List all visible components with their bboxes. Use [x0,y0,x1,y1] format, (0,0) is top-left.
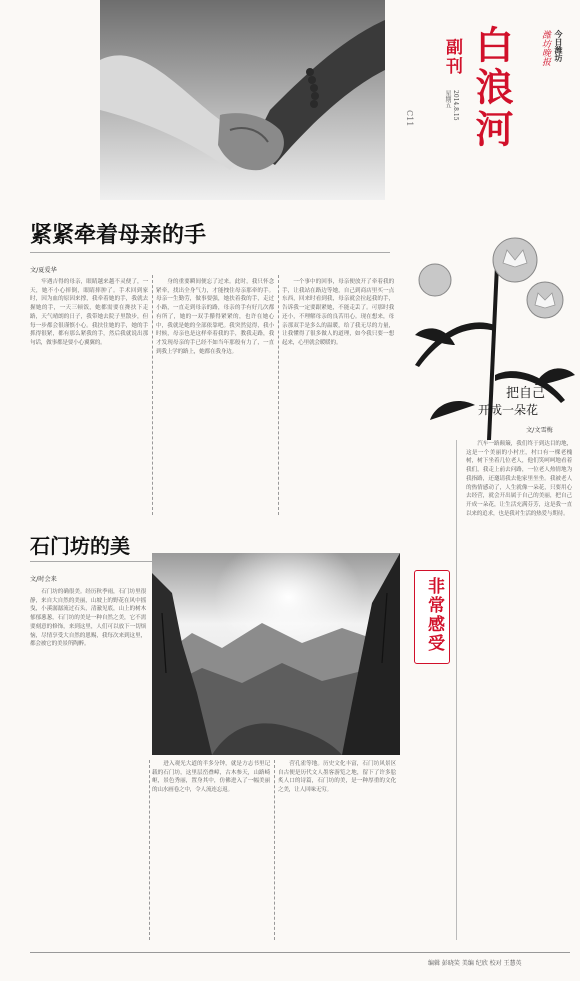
masthead-brand: 潍坊晚报 [540,30,550,66]
article1-col1: 牢遇吉得的母亲，眼睛越来越不灵便了，一天，她不小心摔倒，眼睛摔肿了。手术回到家时，因为血的原因来撑，我牵着她的手，我就去握她的手，一天三顿饭，她都需要在搀扶下走路，天气晴朗的日子，我带她去院子里散步，但每一步都会很谨慎小心。我扶住她的手，她的手抓得很紧，都有那么紧我的手，然后我就说出那句话，做事都是要小心翼翼的。 [30,279,148,346]
masthead [405,0,580,230]
masthead-date: 2014.8.15 [452,90,459,121]
article1-rule [30,252,390,253]
article3-byline: 文/文雪梅 [526,427,553,434]
masthead-tagline: 今日潍坊 [554,30,563,62]
article1-headline: 紧紧牵着母亲的手 [30,223,207,248]
column-divider [149,760,150,940]
column-divider [274,760,275,940]
mountain-photo [152,553,400,755]
feature-badge [414,570,450,664]
article1-col2: 身的重要瞬间便忘了过来。此时，我只怀念紧牵，找出全身气力，才能拽住母亲那牵的手。母亲一生勤劳，做事要强，她扶着我的手，走过小路，一直走到母亲的路，母亲的手有好几次都有所了，她的一双手攥得紧紧的，也许在她心中，我就是她的全部依靠吧。我突然觉得，我小时候，母亲也是这样牵着我的手，教我走路，我才发现母亲的手已经不如当年那般有力了，一直到我上学的路上，她都在我身边。 [156,279,274,355]
article2-headline: 石门坊的美 [30,534,130,558]
article3-headline-line2: 开成一朵花 [478,403,539,417]
article3-body: 汽车一路颠簸，我们终于到达目的地，这是一个美丽的小村庄，村口有一棵老槐树，树下坐着几位老人，他们笑呵呵地看着我们，我走上前去问路，一位老人热情地为我指路，还邀请我去他家里坐坐。我被老人的热情感动了，人生就像一朵花，只要用心去经营，就会开出属于自己的美丽，把自己开成一朵花，让生活充满芬芳，这是我一直以来的追求，也是我对生活的热爱与期待。 [466,441,572,517]
feature-badge-text: 非常感受 [424,577,444,653]
footer-rule [30,952,570,953]
masthead-weekday: 星期五 [444,90,451,108]
column-divider [456,440,457,940]
article3-headline-line1: 把自己 [506,386,546,401]
article2-byline: 文/时会来 [30,576,57,583]
article1-col3: 一个事中的回事，母亲便放开了牵着我的手，让我站在路边等她，自己到商店里买一点东西，回来时看到我，母亲就会拉起我的手，告诉我一定要跟紧她，不能走丢了。可那时我还小，不理解母亲的良苦用心。现在想来，母亲那双手是多么的温暖，给了我无尽的力量，让我懂得了很多做人的道理，如今我只要一想起来，心里就会暖暖的。 [282,279,394,346]
footer-credits: 编辑 彭晓笑 美编 纪欣 校对 王慧英 [428,960,522,967]
masthead-title: 白浪河 [469,25,514,151]
hands-photo [100,0,385,200]
article1-byline: 文/夏爱华 [30,267,57,274]
article2-col1: 石门坊的确很美。经历秋季雨，石门坊里很静，来自大自然的美丽，山坡上的野花在风中摇曳，小溪潺潺流过石头，清澈见底，山上的树木郁郁葱葱，石门坊的美是一种自然之美，它不需要刻意的修饰，来到这里，人们可以放下一切烦恼，尽情享受大自然的恩赐，我每次来到这里，都会被它的美景所陶醉。 [30,589,146,648]
masthead-section: 副刊 [442,38,462,76]
column-divider [152,275,153,515]
masthead-page: C11 [405,110,414,127]
column-divider [278,275,279,515]
article2-col2: 进入观光大道的半多分钟，就是方志书里记载的石门坊，这里层峦叠嶂，古木参天，山路崎岖，景色秀丽，置身其中，仿佛进入了一幅美丽的山水画卷之中，令人流连忘返。 [152,761,270,794]
article2-col3: 营孔雀等地。历史文化丰富，石门坊风景区自古便是历代文人墨客游览之地，留下了许多脍炙人口的诗篇，石门坊的美，是一种厚重的文化之美，让人回味无穷。 [278,761,396,794]
